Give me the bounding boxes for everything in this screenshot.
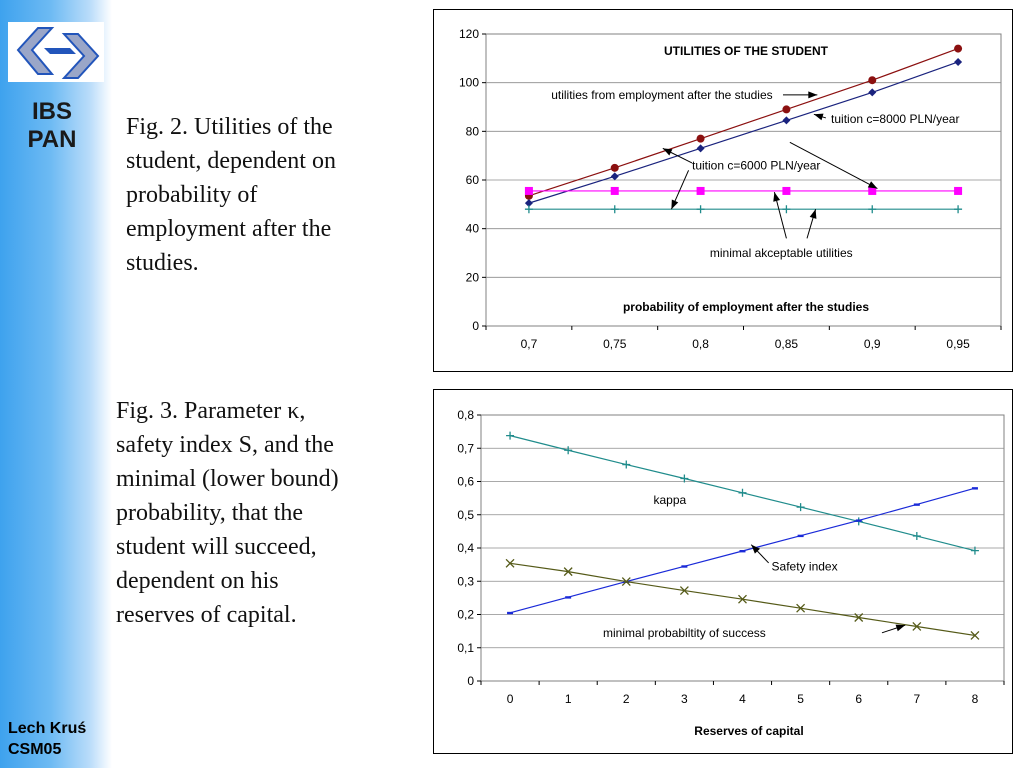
chart1-x-tick-label: 2	[622, 692, 630, 706]
chart0-y-tick-label: 120	[458, 27, 479, 41]
capital-chart	[433, 389, 1013, 754]
chart1-x-tick-label: 8	[971, 692, 979, 706]
chart1-y-tick-label: 0,4	[457, 541, 474, 555]
chart0-x-tick-label: 0,7	[520, 337, 538, 351]
logo-left-chevron	[18, 28, 52, 74]
author-code: CSM05	[8, 741, 62, 758]
chart1-series-1-point	[507, 612, 513, 614]
chart1-x-tick-label: 3	[681, 692, 688, 706]
chart1-y-tick-label: 0,8	[457, 408, 474, 422]
author-name: Lech Kruś	[8, 720, 87, 737]
chart0-y-tick-label: 60	[465, 173, 479, 187]
logo-text	[0, 98, 104, 154]
chart1-x-axis-label: Reserves of capital	[694, 724, 804, 738]
chart0-annotation-3: minimal akceptable utilities	[709, 246, 853, 260]
chart0-annotation-2: tuition c=6000 PLN/year	[692, 158, 821, 173]
chart1-series-1-point	[740, 550, 746, 552]
chart1-y-tick-label: 0,3	[457, 574, 474, 589]
chart0-series-0-point	[697, 135, 705, 143]
chart1-series-1-point	[856, 519, 862, 521]
logo-line2: PAN	[27, 126, 77, 153]
chart0-annotation-0: utilities from employment after the studies	[551, 87, 773, 102]
chart0-title: UTILITIES OF THE STUDENT	[664, 44, 828, 58]
chart1-x-tick-label: 5	[797, 692, 804, 706]
logo-center-bar	[44, 48, 76, 54]
chart1-x-tick-label: 6	[855, 692, 863, 706]
chart1-annotation-2: minimal probabiltity of success	[603, 625, 766, 640]
utilities-chart-svg	[434, 10, 1012, 371]
chart0-series-2-point	[782, 187, 790, 195]
ibs-pan-logo	[8, 22, 104, 82]
chart0-series-2-point	[611, 187, 619, 195]
chart0-annotation-1: tuition c=8000 PLN/year	[831, 112, 960, 127]
chart0-series-0-point	[782, 105, 790, 113]
chart0-x-tick-label: 0,95	[946, 337, 970, 351]
fig3-caption: Fig. 3. Parameter κ, safety index S, and the minimal (lower bound) probability, that the student will succeed, dependent on his reserves of capital.	[116, 398, 339, 628]
capital-chart-svg	[434, 390, 1012, 753]
chart1-y-tick-label: 0,5	[457, 507, 474, 522]
chart1-series-1-point	[681, 565, 687, 567]
chart0-series-2-point	[954, 187, 962, 195]
chart0-series-0-point	[954, 45, 962, 53]
chart1-annotation-0: kappa	[653, 492, 687, 507]
chart1-series-1-point	[565, 596, 571, 598]
chart0-y-tick-label: 100	[458, 75, 479, 90]
chart0-x-tick-label: 0,85	[774, 337, 799, 351]
chart1-series-1-point	[798, 535, 804, 537]
chart0-series-2-point	[525, 187, 533, 195]
chart1-x-tick-label: 0	[506, 692, 514, 706]
chart0-series-0-point	[868, 76, 876, 84]
chart0-x-axis-label: probability of employment after the studies	[622, 300, 870, 314]
chart0-y-tick-label: 20	[465, 270, 479, 285]
chart0-series-2-point	[697, 187, 705, 195]
logo-line1: IBS	[31, 98, 72, 125]
chart1-x-tick-label: 4	[739, 692, 746, 706]
chart1-series-1-point	[914, 503, 920, 505]
utilities-chart	[433, 9, 1013, 372]
chart1-x-tick-label: 1	[564, 692, 572, 706]
chart1-series-1-point	[972, 487, 978, 489]
chart1-y-tick-label: 0,6	[457, 474, 474, 489]
chart0-y-tick-label: 80	[465, 124, 479, 139]
chart0-y-tick-label: 40	[465, 221, 479, 236]
chart1-y-tick-label: 0,7	[457, 441, 474, 456]
chart1-annotation-1: Safety index	[771, 559, 838, 574]
chart0-series-0-point	[611, 164, 619, 172]
chevrons-logo-icon	[8, 22, 104, 82]
chart1-y-tick-label: 0	[467, 674, 474, 688]
logo-right-chevron	[64, 34, 98, 78]
author-block	[8, 718, 86, 760]
fig2-caption: Fig. 2. Utilities of the student, dependent on probability of employment after the studies.	[126, 114, 336, 276]
chart0-y-tick-label: 0	[472, 319, 479, 333]
chart0-x-tick-label: 0,75	[603, 337, 627, 351]
sidebar	[0, 0, 112, 768]
chart1-y-tick-label: 0,1	[457, 640, 474, 655]
chart0-x-tick-label: 0,8	[692, 337, 709, 351]
chart0-x-tick-label: 0,9	[863, 337, 881, 351]
chart1-x-tick-label: 7	[913, 692, 921, 706]
chart1-y-tick-label: 0,2	[457, 607, 474, 622]
